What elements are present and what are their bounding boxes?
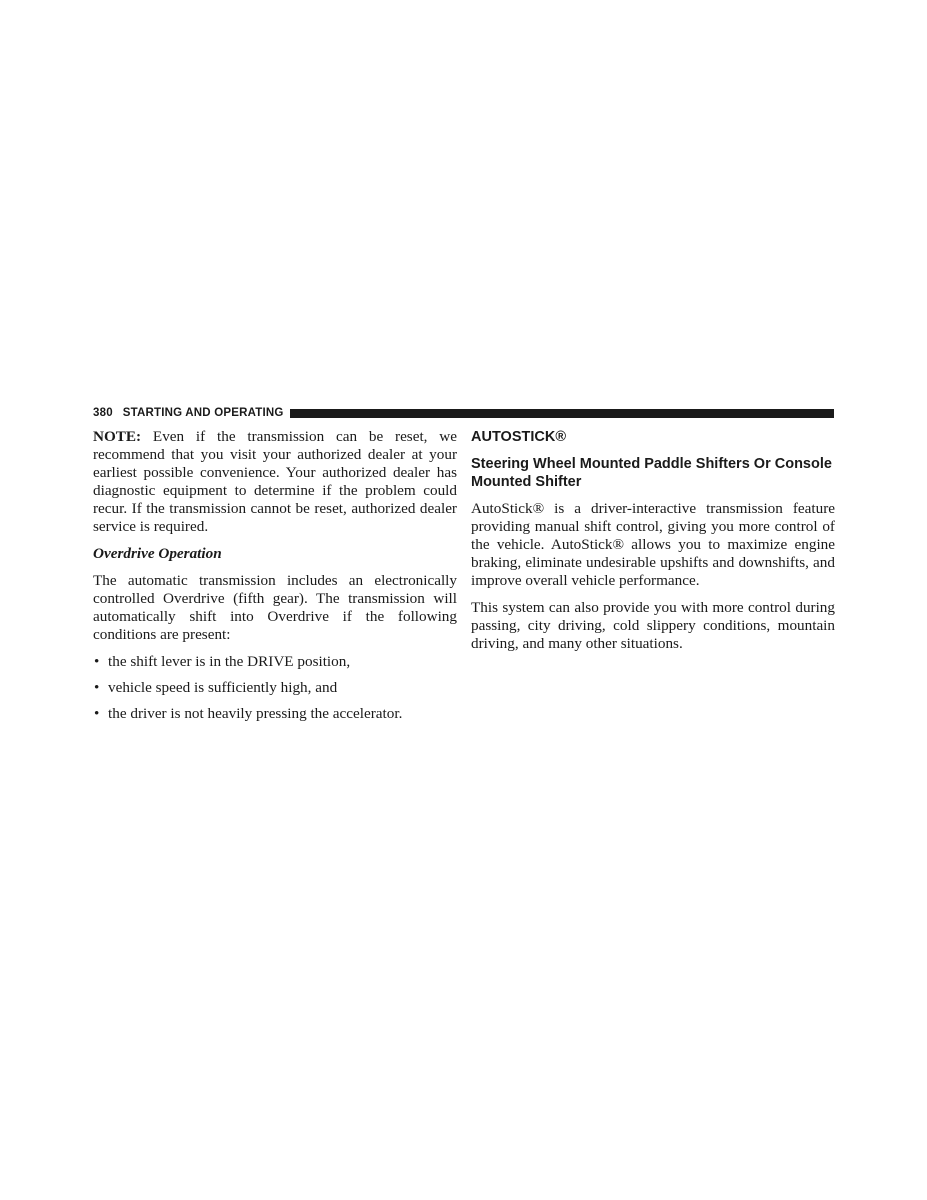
right-column [471,428,835,662]
page-number: 380 [93,407,113,419]
overdrive-paragraph: The automatic transmission includes an electronically controlled Overdrive (fifth gear). The transmission will automatically shift into Overdrive if the following conditions are present: [93,572,457,643]
page-header [93,405,834,421]
note-paragraph [93,428,457,536]
bullet-icon: • [94,679,100,696]
header-rule [290,409,834,418]
list-item-text: vehicle speed is sufficiently high, and [108,679,338,696]
section-title: STARTING AND OPERATING [122,407,284,419]
note-text: Even if the transmission can be reset, we recommend that you visit your authorized dealer at your earliest possible convenience. Your authorized dealer has diagnostic equipment to determine if the problem could recur. If the transmission cannot be reset, authorized dealer service is required. [93,428,457,535]
list-item [93,679,457,697]
list-item [93,705,457,723]
control-paragraph: This system can also provide you with more control during passing, city driving, cold slippery conditions, mountain driving, and many other situations. [471,599,835,652]
bullet-icon: • [94,705,100,722]
list-item-text: the shift lever is in the DRIVE position, [108,653,351,670]
list-item [93,653,457,671]
conditions-list [93,653,457,723]
note-label: NOTE: [93,428,142,445]
list-item-text: the driver is not heavily pressing the accelerator. [108,705,403,722]
autostick-heading: AUTOSTICK® [471,429,567,445]
bullet-icon: • [94,653,100,670]
autostick-paragraph: AutoStick® is a driver-interactive transmission feature providing manual shift control, giving you more control of the vehicle. AutoStick® allows you to maximize engine braking, eliminate undesirable upshifts and downshifts, and improve overall vehicle performance. [471,500,835,589]
left-column [93,428,457,731]
paddle-shifters-subheading: Steering Wheel Mounted Paddle Shifters Or Console Mounted Shifter [471,456,832,490]
overdrive-heading: Overdrive Operation [93,545,222,562]
